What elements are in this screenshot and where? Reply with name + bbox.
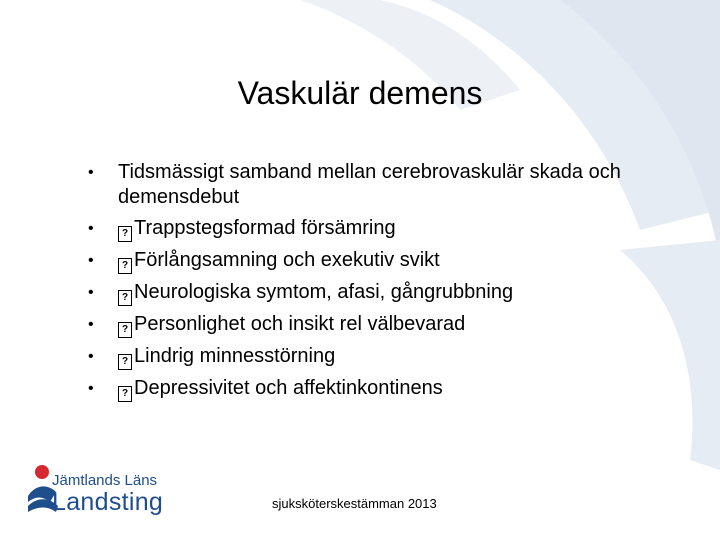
- bullet-item: [86, 344, 666, 370]
- bullet-item: [86, 216, 666, 242]
- slide-title: Vaskulär demens: [237, 75, 483, 111]
- bullet-text: Personlighet och insikt rel välbevarad: [134, 313, 466, 335]
- bullet-list: [86, 160, 666, 408]
- missing-glyph-icon: ?: [118, 386, 132, 402]
- bullet-dot: •: [88, 316, 94, 333]
- missing-glyph-icon: ?: [118, 258, 132, 274]
- bullet-dot: •: [88, 348, 94, 365]
- bullet-item: [86, 280, 666, 306]
- missing-glyph-icon: ?: [118, 226, 132, 242]
- bullet-text: Neurologiska symtom, afasi, gångrubbning: [134, 281, 514, 303]
- bullet-dot: •: [88, 164, 94, 181]
- bullet-text: Lindrig minnesstörning: [134, 345, 336, 367]
- bullet-dot: •: [88, 252, 94, 269]
- bullet-item: [86, 248, 666, 274]
- logo-text-line2: Landsting: [52, 488, 164, 516]
- bullet-dot: •: [88, 380, 94, 397]
- bullet-text: Depressivitet och affektinkontinens: [134, 377, 443, 399]
- bullet-text: Trappstegsformad försämring: [134, 217, 396, 239]
- missing-glyph-icon: ?: [118, 322, 132, 338]
- bullet-text: Tidsmässigt samband mellan cerebrovaskulär skada och demensdebut: [118, 161, 621, 208]
- bullet-text: Förlångsamning och exekutiv svikt: [134, 249, 440, 271]
- footer-text: sjuksköterskestämman 2013: [272, 496, 437, 511]
- bullet-item: [86, 376, 666, 402]
- missing-glyph-icon: ?: [118, 354, 132, 370]
- bullet-item: [86, 160, 666, 210]
- bullet-dot: •: [88, 220, 94, 237]
- bullet-dot: •: [88, 284, 94, 301]
- missing-glyph-icon: ?: [118, 290, 132, 306]
- bullet-item: [86, 312, 666, 338]
- logo-text-line1: Jämtlands Läns: [52, 472, 158, 489]
